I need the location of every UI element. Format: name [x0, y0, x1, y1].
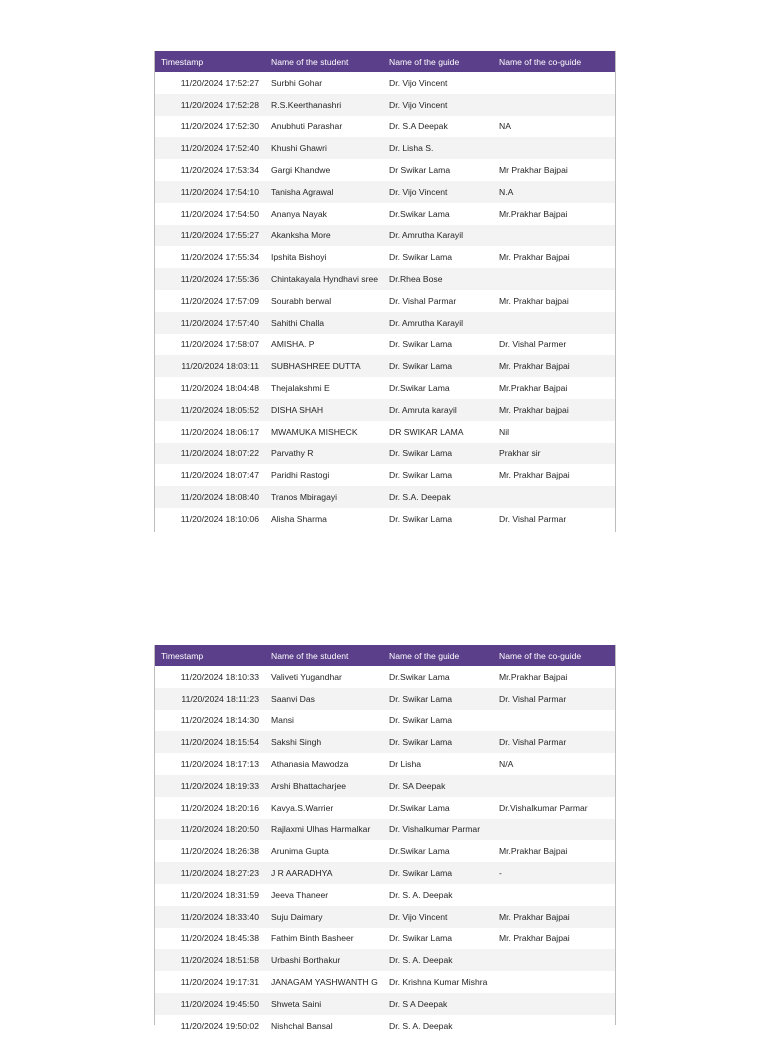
cell-student-name: Khushi Ghawri — [265, 137, 383, 159]
cell-timestamp: 11/20/2024 17:54:10 — [155, 181, 265, 203]
cell-co-guide-name: Prakhar sir — [493, 443, 615, 465]
cell-timestamp: 11/20/2024 17:53:34 — [155, 159, 265, 181]
cell-guide-name: Dr. S. A. Deepak — [383, 884, 493, 906]
cell-timestamp: 11/20/2024 18:14:30 — [155, 710, 265, 732]
cell-guide-name: Dr. S A Deepak — [383, 993, 493, 1015]
cell-student-name: Jeeva Thaneer — [265, 884, 383, 906]
cell-co-guide-name: N/A — [493, 753, 615, 775]
table-row — [155, 993, 615, 1015]
table-row — [155, 181, 615, 203]
cell-timestamp: 11/20/2024 19:50:02 — [155, 1015, 265, 1037]
table-row — [155, 928, 615, 950]
cell-timestamp: 11/20/2024 17:55:27 — [155, 225, 265, 247]
cell-timestamp: 11/20/2024 18:06:17 — [155, 421, 265, 443]
table-row — [155, 819, 615, 841]
table-row — [155, 797, 615, 819]
cell-guide-name: Dr Swikar Lama — [383, 159, 493, 181]
cell-co-guide-name: Mr Prakhar Bajpai — [493, 159, 615, 181]
cell-co-guide-name: Mr. Prakhar Bajpai — [493, 928, 615, 950]
cell-student-name: Akanksha More — [265, 225, 383, 247]
cell-guide-name: Dr.Swikar Lama — [383, 840, 493, 862]
cell-timestamp: 11/20/2024 17:58:07 — [155, 334, 265, 356]
cell-co-guide-name — [493, 225, 615, 247]
cell-timestamp: 11/20/2024 18:31:59 — [155, 884, 265, 906]
cell-timestamp: 11/20/2024 18:10:06 — [155, 508, 265, 530]
cell-guide-name: Dr.Swikar Lama — [383, 203, 493, 225]
table-row — [155, 688, 615, 710]
cell-timestamp: 11/20/2024 17:52:30 — [155, 116, 265, 138]
cell-timestamp: 11/20/2024 17:52:28 — [155, 94, 265, 116]
cell-student-name: Saanvi Das — [265, 688, 383, 710]
table-row — [155, 906, 615, 928]
cell-co-guide-name: NA — [493, 116, 615, 138]
table-row — [155, 862, 615, 884]
cell-student-name: Alisha Sharma — [265, 508, 383, 530]
cell-guide-name: Dr. Vishal Parmar — [383, 290, 493, 312]
header-co-guide-name: Name of the co-guide — [493, 645, 615, 666]
cell-guide-name: Dr.Rhea Bose — [383, 268, 493, 290]
cell-timestamp: 11/20/2024 18:20:16 — [155, 797, 265, 819]
cell-timestamp: 11/20/2024 18:19:33 — [155, 775, 265, 797]
cell-timestamp: 11/20/2024 19:45:50 — [155, 993, 265, 1015]
cell-guide-name: Dr. Vishalkumar Parmar — [383, 819, 493, 841]
table-row — [155, 443, 615, 465]
cell-timestamp: 11/20/2024 18:04:48 — [155, 377, 265, 399]
cell-guide-name: Dr. Swikar Lama — [383, 862, 493, 884]
cell-student-name: AMISHA. P — [265, 334, 383, 356]
cell-co-guide-name — [493, 884, 615, 906]
table-row — [155, 377, 615, 399]
table-row — [155, 355, 615, 377]
cell-co-guide-name — [493, 137, 615, 159]
table-row — [155, 203, 615, 225]
cell-timestamp: 11/20/2024 17:52:27 — [155, 72, 265, 94]
cell-timestamp: 11/20/2024 17:57:40 — [155, 312, 265, 334]
cell-guide-name: Dr. Amrutha Karayil — [383, 225, 493, 247]
cell-co-guide-name: Dr. Vishal Parmar — [493, 731, 615, 753]
header-timestamp: Timestamp — [155, 51, 265, 72]
cell-guide-name: Dr. Krishna Kumar Mishra — [383, 971, 493, 993]
cell-guide-name: DR SWIKAR LAMA — [383, 421, 493, 443]
cell-co-guide-name: Mr. Prakhar Bajpai — [493, 355, 615, 377]
cell-timestamp: 11/20/2024 19:17:31 — [155, 971, 265, 993]
cell-guide-name: Dr. Lisha S. — [383, 137, 493, 159]
cell-co-guide-name: Dr. Vishal Parmar — [493, 688, 615, 710]
cell-student-name: Paridhi Rastogi — [265, 464, 383, 486]
cell-co-guide-name — [493, 993, 615, 1015]
cell-student-name: Nishchal Bansal — [265, 1015, 383, 1037]
cell-timestamp: 11/20/2024 17:55:34 — [155, 246, 265, 268]
table-row — [155, 775, 615, 797]
cell-guide-name: Dr. S. A. Deepak — [383, 949, 493, 971]
cell-guide-name: Dr. Swikar Lama — [383, 443, 493, 465]
cell-co-guide-name: Mr. Prakhar bajpai — [493, 399, 615, 421]
cell-guide-name: Dr. SA Deepak — [383, 775, 493, 797]
table-row — [155, 731, 615, 753]
table-row — [155, 464, 615, 486]
cell-guide-name: Dr. S.A Deepak — [383, 116, 493, 138]
cell-student-name: Ipshita Bishoyi — [265, 246, 383, 268]
cell-co-guide-name — [493, 72, 615, 94]
cell-guide-name: Dr.Swikar Lama — [383, 377, 493, 399]
header-co-guide-name: Name of the co-guide — [493, 51, 615, 72]
spreadsheet-page-1 — [154, 51, 616, 532]
cell-co-guide-name: Mr.Prakhar Bajpai — [493, 840, 615, 862]
cell-co-guide-name: Mr. Prakhar Bajpai — [493, 464, 615, 486]
cell-guide-name: Dr. Amrutha Karayil — [383, 312, 493, 334]
cell-co-guide-name: Mr.Prakhar Bajpai — [493, 666, 615, 688]
cell-student-name: Arunima Gupta — [265, 840, 383, 862]
cell-guide-name: Dr. Amruta karayil — [383, 399, 493, 421]
table-row — [155, 399, 615, 421]
cell-student-name: Sahithi Challa — [265, 312, 383, 334]
cell-guide-name: Dr.Swikar Lama — [383, 666, 493, 688]
cell-student-name: Tranos Mbiragayi — [265, 486, 383, 508]
cell-co-guide-name: Mr. Prakhar Bajpai — [493, 246, 615, 268]
responses-table — [155, 51, 615, 530]
cell-co-guide-name — [493, 710, 615, 732]
table-row — [155, 1015, 615, 1037]
header-student-name: Name of the student — [265, 51, 383, 72]
cell-student-name: SUBHASHREE DUTTA — [265, 355, 383, 377]
table-row — [155, 159, 615, 181]
cell-student-name: Chintakayala Hyndhavi sree — [265, 268, 383, 290]
cell-guide-name: Dr. Swikar Lama — [383, 508, 493, 530]
table-row — [155, 290, 615, 312]
cell-student-name: Urbashi Borthakur — [265, 949, 383, 971]
cell-co-guide-name: Mr. Prakhar bajpai — [493, 290, 615, 312]
cell-guide-name: Dr. Swikar Lama — [383, 334, 493, 356]
cell-timestamp: 11/20/2024 18:17:13 — [155, 753, 265, 775]
cell-co-guide-name: Mr. Prakhar Bajpai — [493, 906, 615, 928]
cell-co-guide-name — [493, 971, 615, 993]
cell-student-name: Ananya Nayak — [265, 203, 383, 225]
table-row — [155, 508, 615, 530]
table-row — [155, 72, 615, 94]
table-row — [155, 137, 615, 159]
cell-timestamp: 11/20/2024 18:51:58 — [155, 949, 265, 971]
cell-co-guide-name: Mr.Prakhar Bajpai — [493, 377, 615, 399]
cell-co-guide-name: N.A — [493, 181, 615, 203]
table-row — [155, 486, 615, 508]
table-row — [155, 116, 615, 138]
table-row — [155, 753, 615, 775]
cell-student-name: Fathim Binth Basheer — [265, 928, 383, 950]
cell-student-name: Arshi Bhattacharjee — [265, 775, 383, 797]
cell-co-guide-name: Mr.Prakhar Bajpai — [493, 203, 615, 225]
cell-student-name: Tanisha Agrawal — [265, 181, 383, 203]
cell-timestamp: 11/20/2024 18:10:33 — [155, 666, 265, 688]
table-row — [155, 246, 615, 268]
header-guide-name: Name of the guide — [383, 645, 493, 666]
table-row — [155, 710, 615, 732]
cell-timestamp: 11/20/2024 17:57:09 — [155, 290, 265, 312]
cell-guide-name: Dr. Vijo Vincent — [383, 906, 493, 928]
cell-co-guide-name: Nil — [493, 421, 615, 443]
cell-student-name: Rajlaxmi Ulhas Harmalkar — [265, 819, 383, 841]
cell-student-name: Valiveti Yugandhar — [265, 666, 383, 688]
cell-student-name: Gargi Khandwe — [265, 159, 383, 181]
cell-timestamp: 11/20/2024 18:33:40 — [155, 906, 265, 928]
cell-student-name: Shweta Saini — [265, 993, 383, 1015]
cell-student-name: JANAGAM YASHWANTH G — [265, 971, 383, 993]
cell-co-guide-name — [493, 268, 615, 290]
cell-student-name: Mansi — [265, 710, 383, 732]
cell-timestamp: 11/20/2024 18:05:52 — [155, 399, 265, 421]
table-row — [155, 666, 615, 688]
cell-timestamp: 11/20/2024 17:55:36 — [155, 268, 265, 290]
cell-timestamp: 11/20/2024 17:52:40 — [155, 137, 265, 159]
cell-timestamp: 11/20/2024 18:15:54 — [155, 731, 265, 753]
cell-student-name: Parvathy R — [265, 443, 383, 465]
header-timestamp: Timestamp — [155, 645, 265, 666]
cell-guide-name: Dr. Swikar Lama — [383, 464, 493, 486]
cell-student-name: Sakshi Singh — [265, 731, 383, 753]
table-row — [155, 971, 615, 993]
cell-student-name: Suju Daimary — [265, 906, 383, 928]
header-row — [155, 645, 615, 666]
cell-guide-name: Dr. S.A. Deepak — [383, 486, 493, 508]
cell-guide-name: Dr. Swikar Lama — [383, 731, 493, 753]
cell-co-guide-name — [493, 1015, 615, 1037]
spreadsheet-page-2 — [154, 645, 616, 1031]
cell-student-name: Sourabh berwal — [265, 290, 383, 312]
cell-guide-name: Dr. Swikar Lama — [383, 928, 493, 950]
table-row — [155, 268, 615, 290]
table-row — [155, 949, 615, 971]
cell-student-name: R.S.Keerthanashri — [265, 94, 383, 116]
table-row — [155, 225, 615, 247]
cell-timestamp: 11/20/2024 18:27:23 — [155, 862, 265, 884]
table-row — [155, 94, 615, 116]
cell-guide-name: Dr. Swikar Lama — [383, 355, 493, 377]
cell-co-guide-name — [493, 94, 615, 116]
header-guide-name: Name of the guide — [383, 51, 493, 72]
cell-student-name: Anubhuti Parashar — [265, 116, 383, 138]
cell-guide-name: Dr. Swikar Lama — [383, 246, 493, 268]
cell-co-guide-name: Dr.Vishalkumar Parmar — [493, 797, 615, 819]
cell-co-guide-name: Dr. Vishal Parmer — [493, 334, 615, 356]
cell-co-guide-name — [493, 775, 615, 797]
table-row — [155, 421, 615, 443]
cell-student-name: J R AARADHYA — [265, 862, 383, 884]
header-student-name: Name of the student — [265, 645, 383, 666]
cell-timestamp: 11/20/2024 18:26:38 — [155, 840, 265, 862]
cell-co-guide-name — [493, 949, 615, 971]
cell-guide-name: Dr. S. A. Deepak — [383, 1015, 493, 1037]
header-row — [155, 51, 615, 72]
cell-timestamp: 11/20/2024 18:20:50 — [155, 819, 265, 841]
cell-guide-name: Dr. Swikar Lama — [383, 710, 493, 732]
cell-co-guide-name — [493, 312, 615, 334]
cell-co-guide-name — [493, 486, 615, 508]
cell-co-guide-name: - — [493, 862, 615, 884]
cell-student-name: Kavya.S.Warrier — [265, 797, 383, 819]
cell-guide-name: Dr Lisha — [383, 753, 493, 775]
cell-student-name: MWAMUKA MISHECK — [265, 421, 383, 443]
cell-guide-name: Dr. Swikar Lama — [383, 688, 493, 710]
cell-student-name: Athanasia Mawodza — [265, 753, 383, 775]
cell-timestamp: 11/20/2024 18:07:47 — [155, 464, 265, 486]
cell-timestamp: 11/20/2024 18:07:22 — [155, 443, 265, 465]
responses-table — [155, 645, 615, 1037]
cell-guide-name: Dr.Swikar Lama — [383, 797, 493, 819]
cell-timestamp: 11/20/2024 18:45:38 — [155, 928, 265, 950]
cell-student-name: Thejalakshmi E — [265, 377, 383, 399]
table-row — [155, 334, 615, 356]
cell-timestamp: 11/20/2024 18:08:40 — [155, 486, 265, 508]
cell-guide-name: Dr. Vijo Vincent — [383, 72, 493, 94]
cell-timestamp: 11/20/2024 17:54:50 — [155, 203, 265, 225]
cell-co-guide-name: Dr. Vishal Parmar — [493, 508, 615, 530]
cell-guide-name: Dr. Vijo Vincent — [383, 181, 493, 203]
cell-student-name: Surbhi Gohar — [265, 72, 383, 94]
table-row — [155, 884, 615, 906]
cell-co-guide-name — [493, 819, 615, 841]
table-row — [155, 312, 615, 334]
cell-student-name: DISHA SHAH — [265, 399, 383, 421]
cell-guide-name: Dr. Vijo Vincent — [383, 94, 493, 116]
cell-timestamp: 11/20/2024 18:03:11 — [155, 355, 265, 377]
cell-timestamp: 11/20/2024 18:11:23 — [155, 688, 265, 710]
table-row — [155, 840, 615, 862]
